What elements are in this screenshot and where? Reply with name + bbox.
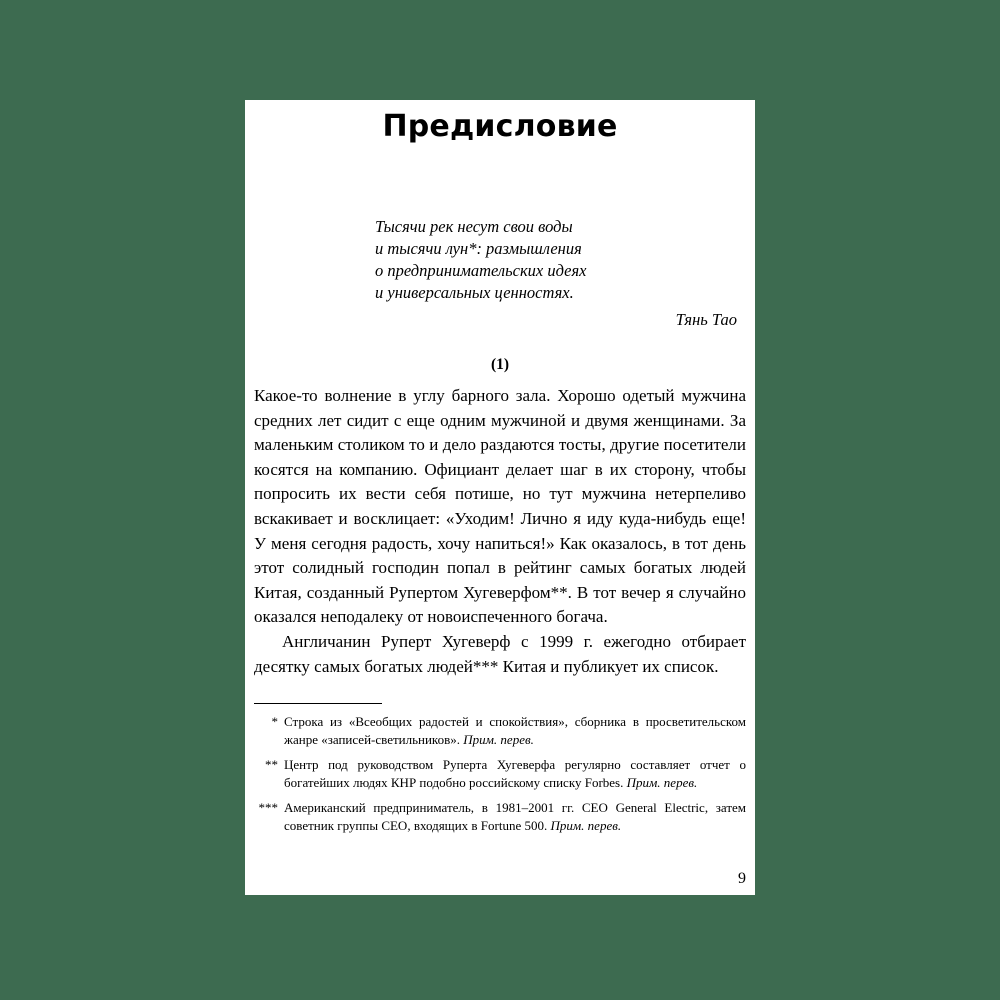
footnote-marker: * xyxy=(271,714,278,730)
footnote-body: Центр под руководством Руперта Хугеверфа регулярно составляет отчет о богатейших людях КНР подобно российскому списку Forbes. xyxy=(284,757,746,790)
footnotes xyxy=(254,713,746,834)
page-title: Предисловие xyxy=(382,109,618,144)
footnote-attribution: Прим. перев. xyxy=(626,774,698,790)
footnote-text xyxy=(284,799,746,834)
book-page xyxy=(245,100,755,895)
epigraph-line: и универсальных ценностях. xyxy=(375,283,574,302)
footnote-attribution: Прим. перев. xyxy=(550,817,622,833)
footnote-text xyxy=(284,713,746,748)
footnote-marker: ** xyxy=(265,757,278,773)
section-number: (1) xyxy=(490,356,510,373)
page-content xyxy=(245,100,755,895)
footnote-body: Строка из «Всеобщих радостей и спокойствия», сборника в просветительском жанре «записей-светильников». xyxy=(284,714,746,747)
epigraph-line: о предпринимательских идеях xyxy=(375,261,587,280)
epigraph-line: Тысячи рек несут свои воды xyxy=(375,217,573,236)
footnote-text xyxy=(284,756,746,791)
epigraph xyxy=(375,216,739,304)
footnote-attribution: Прим. перев. xyxy=(463,731,534,747)
footnote-separator xyxy=(254,703,382,704)
page-number: 9 xyxy=(738,870,746,887)
footnote-marker: *** xyxy=(258,800,278,816)
paragraph: Англичанин Руперт Хугеверф с 1999 г. ежегодно отбирает десятку самых богатых людей*** Китая и публикует их список. xyxy=(254,631,746,676)
footnote xyxy=(254,799,746,834)
footnote xyxy=(254,756,746,791)
epigraph-line: и тысячи лун*: размышления xyxy=(375,239,582,258)
footnote xyxy=(254,713,746,748)
paragraph: Какое-то волнение в углу барного зала. Хорошо одетый мужчина средних лет сидит с еще одним мужчиной и двумя женщинами. За маленьким столиком то и дело раздаются тосты, другие посетители косятся на компанию. Официант делает шаг в их сторону, чтобы попросить их вести себя потише, но тут мужчина нетерпеливо вскакивает и восклицает: «Уходим! Лично я иду куда-нибудь еще! У меня сегодня радость, хочу напиться!» Как оказалось, в тот день этот солидный господин попал в рейтинг самых богатых людей Китая, созданный Рупертом Хугеверфом**. В тот вечер я случайно оказался неподалеку от новоиспеченного богача. xyxy=(254,386,746,627)
footnote-body: Американский предприниматель, в 1981–2001 гг. CEO General Electric, затем советник группы CEO, входящих в Fortune 500. xyxy=(284,800,746,833)
epigraph-author: Тянь Тао xyxy=(675,310,737,329)
body-text xyxy=(254,384,746,679)
